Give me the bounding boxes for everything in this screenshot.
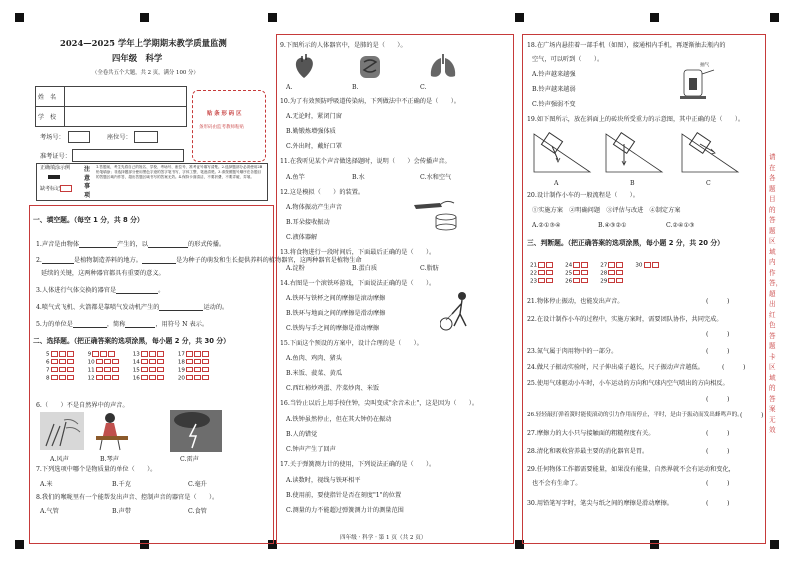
q17-option-c: C.测量的力不能超过弹簧测力计的测量范围 (286, 507, 404, 514)
q29-paren: ( ) (706, 480, 730, 487)
q7: 7.下列选项中哪个是物质量的单位（ ）。 (36, 466, 157, 473)
bubble-row[interactable]: 6 (46, 359, 74, 367)
q19-option-a: A (554, 180, 559, 187)
name-field[interactable] (65, 87, 187, 107)
bubble-row[interactable]: 25 (565, 270, 588, 278)
exam-note: （全卷共五个大题，共 2 页，满分 100 分） (92, 70, 199, 76)
bubble-row[interactable]: 15 (133, 367, 164, 375)
side-warning: 请在各题目的答题区域内作答，超出红色答题卡区域的答案无效 (769, 153, 783, 434)
wind-picture (40, 412, 84, 450)
slope-option-b (604, 128, 664, 174)
notes-label: 注意事项 (84, 166, 91, 199)
thunder-picture (170, 410, 222, 452)
q15-option-b: B.米饭、菠菜、黄瓜 (286, 370, 343, 377)
bubble-row[interactable]: 18 (178, 359, 209, 367)
bubble-row[interactable]: 26 (565, 278, 588, 286)
exam-title: 2024—2025 学年上学期期末教学质量监测 (60, 38, 227, 48)
q8-option-b: B.声带 (112, 508, 131, 515)
timing-mark (268, 13, 277, 22)
q14: 14.右图是一个滚铁环游戏，下面说法正确的是（ ）。 (280, 280, 436, 287)
q19-option-b: B (630, 180, 635, 187)
answer-grid-tf (530, 262, 730, 286)
bubble-row[interactable]: 29 (600, 278, 623, 286)
q21-paren: ( ) (706, 298, 730, 305)
bubble-row[interactable]: 5 (46, 351, 74, 359)
bubble-row[interactable]: 11 (88, 367, 119, 375)
q16-option-a: A.铁钟虽然停止，但在其大钟仍在振动 (286, 416, 392, 423)
timing-mark (140, 13, 149, 22)
q27-paren: ( ) (706, 430, 730, 437)
bubble-row[interactable]: 13 (133, 351, 164, 359)
q18-cont: 空气，可以听到（ ）。 (532, 56, 604, 63)
q18-option-a: A.铃声越来越强 (532, 71, 576, 78)
timing-mark (770, 540, 779, 549)
exam-no-field[interactable] (72, 149, 184, 162)
q23: 23.氮气属于肉用物中的一部分。 (527, 348, 618, 355)
q18: 18.在广场内悬挂着一部手机（如图），接通相内手机，再逐渐抽去瓶内的 (527, 42, 726, 49)
timing-mark (650, 13, 659, 22)
qin-player-picture (92, 410, 132, 452)
bubble-row[interactable]: 21 (530, 262, 553, 270)
bubble-row[interactable]: 10 (88, 359, 119, 367)
grid-col (530, 262, 553, 286)
bubble-row[interactable]: 20 (178, 375, 209, 383)
q13: 13.将食物进行一段时间后，下面最后正确的是（ ）。 (280, 249, 436, 256)
q15: 15.下面这个预设的方案中，设计合理的是（ ）。 (280, 340, 423, 347)
absent-label: 缺考标记 (40, 186, 61, 192)
q17: 17.关于弹簧测力计的使用，下列说法正确的是（ ）。 (280, 461, 436, 468)
q10: 10.为了有效预防呼吸道传染病，下列做法中不正确的是（ ）。 (280, 98, 460, 105)
q7-option-b: B.千克 (112, 481, 131, 488)
q30-paren: ( ) (706, 500, 730, 507)
bubble-row[interactable]: 19 (178, 367, 209, 375)
timing-mark (515, 13, 524, 22)
pump-label: 抽气 (700, 63, 710, 68)
q28: 28.清化和吸收营养最主要的消化器官是胃。 (527, 448, 649, 455)
grid-col (133, 351, 164, 382)
q2: 2. 是植物制造养料的地方。 是为种子的萌发和生长提供养料的植物器官，这两种器官是植物生命 (36, 257, 362, 264)
hoop-rolling-picture (440, 290, 480, 332)
grid-col (46, 351, 74, 382)
bubble-row[interactable]: 24 (565, 262, 588, 270)
bubble-row[interactable]: 14 (133, 359, 164, 367)
bubble-row[interactable]: 22 (530, 270, 553, 278)
bubble-row[interactable]: 9 (88, 351, 119, 359)
q2-cont: 延续的关键，这两种器官都具有重要的意义。 (41, 270, 165, 277)
q7-option-c: C.毫升 (188, 481, 207, 488)
q12-option-a: A.物体振动产生声音 (286, 204, 342, 211)
q17-option-a: A.读数时，视线与铁环相平 (286, 477, 361, 484)
q19-option-c: C (706, 180, 711, 187)
exam-room-label: 考场号： (40, 134, 65, 141)
q20-option-a: A.②①③④ (532, 222, 561, 229)
q12: 12.这是模拟（ ）的装置。 (280, 189, 365, 196)
q30: 30.用铅笔写字时，笔尖与纸之间的摩擦是滑动摩擦。 (527, 500, 673, 507)
q18-option-c: C.铃声强弱不变 (532, 101, 576, 108)
q17-option-b: B.使用前，要使指针是否在刻度"1"的位置 (286, 492, 402, 499)
seat-field[interactable] (134, 131, 158, 143)
q14-option-b: B.铁环与地面之间的摩擦是滑动摩擦 (286, 310, 386, 317)
exam-no-label: 准考证号： (40, 153, 71, 160)
notes-text: 1.答题前，考生先将自己的姓名、学校、考场号、座位号、准考证号填写清楚。2.选择题部分必须使用2B铅笔填涂；非选择题部分使用黑色字迹的签字笔书写，字体工整、笔迹清楚。3.请按照题号顺序在各题目的答题区域内作答，超出答题区域书写的答案无效。4.保持卡面清洁，不要折叠，不要弄破、弄皱。 (96, 165, 263, 179)
barcode-note: 条形码由监考教师粘贴 (199, 125, 244, 130)
q13-option-a: A.淀粉 (286, 265, 305, 272)
q10-option-a: A.无论时，紧闭门窗 (286, 113, 342, 120)
q11-option-b: B.水 (352, 174, 365, 181)
q24: 24.做尺子振动实验时，尺子伸出桌子越长，尺子振动声音越低。 (527, 364, 704, 371)
q28-paren: ( ) (706, 448, 730, 455)
q15-option-a: A.鱼肉、鸡肉、猪头 (286, 355, 342, 362)
q9: 9.下图所示的人体器官中，是肺的是（ ）。 (280, 42, 407, 49)
intestine-picture (358, 54, 382, 80)
exam-room-field[interactable] (68, 131, 90, 143)
fill-sample-mark (48, 175, 60, 179)
drum-vibration-picture (410, 195, 460, 231)
timing-mark (15, 13, 24, 22)
q22: 22.在设计制作小车的过程中，实施方案时，需要团队协作，共同完成。 (527, 316, 723, 323)
q6-option-b: B.琴声 (100, 456, 119, 463)
seat-label: 座位号： (107, 134, 132, 141)
page-footer: 四年级 · 科学 · 第 1 页（共 2 页） (340, 535, 427, 541)
timing-mark (770, 13, 779, 22)
exam-subject: 四年级 科学 (112, 53, 163, 63)
q26: 26.轻轻敲打弹着簧时能使滚动的引力作用而停止，平时，是由于振动而发出蜂鸣声的。 (527, 412, 743, 418)
q27: 27.摩擦力的大小只与接触面的粗糙程度有关。 (527, 430, 655, 437)
slope-option-c (680, 128, 740, 174)
q6-option-c: C.雷声 (180, 456, 199, 463)
q24-paren: ( ) (722, 364, 746, 371)
absent-mark-box[interactable] (60, 185, 72, 192)
q5: 5.力的单位是 ，简称 ，用符号 N 表示。 (36, 321, 209, 328)
heart-picture (292, 54, 316, 80)
q29: 29.任何物体工作都需要能量，如果没有能量，自然界就不会有运动和变化， (527, 466, 735, 473)
grid-col (635, 262, 658, 286)
q13-option-c: C.脂肪 (420, 265, 439, 272)
student-info-table (35, 86, 187, 127)
bubble-row[interactable]: 23 (530, 278, 553, 286)
grid-col (565, 262, 588, 286)
bubble-row[interactable]: 7 (46, 367, 74, 375)
section1-heading: 一、填空题。（每空 1 分，共 8 分） (33, 216, 144, 224)
q20: 20.设计制作小车的一般流程是（ ）。 (527, 192, 639, 199)
bubble-row[interactable]: 28 (600, 270, 623, 278)
grid-col (88, 351, 119, 382)
q29-cont: 也不会有生命了。 (532, 480, 582, 487)
q14-option-a: A.铁环与铁杯之间的摩擦是滚动摩擦 (286, 295, 386, 302)
q14-option-c: C.铁钩与手之间的摩擦是滑动摩擦 (286, 325, 380, 332)
q8-option-c: C.食管 (188, 508, 207, 515)
q25: 25.使用气球驱动小车时，小车运动的方向和气球内空气喷出的方向相反。 (527, 380, 729, 387)
q10-option-b: B.勤锻炼增强体质 (286, 128, 336, 135)
school-field[interactable] (65, 107, 187, 127)
q9-option-b: B. (352, 84, 359, 91)
q25-paren: ( ) (706, 396, 730, 403)
q12-option-b: B.耳朵接收振动 (286, 219, 330, 226)
bubble-row[interactable]: 27 (600, 262, 623, 270)
bubble-row[interactable]: 12 (88, 375, 119, 383)
q8: 8.我们的喉咙里有一个能帮发出声音、控制声音的器官是（ ）。 (36, 494, 219, 501)
q20-option-b: B.④③②① (598, 222, 627, 229)
slope-option-a (532, 128, 592, 174)
bubble-row[interactable]: 30 (635, 262, 658, 270)
q10-option-c: C.外出时，戴好口罩 (286, 143, 342, 150)
q21: 21.物体停止振动，也能发出声音。 (527, 298, 624, 305)
section3-heading: 三、判断题。（把正确答案的选项涂黑，每小题 2 分，共 20 分） (527, 239, 724, 247)
q4: 4.喷气式飞机、火箭都是靠喷气发动机产生的 运动的。 (36, 304, 229, 311)
q7-option-a: A.米 (40, 481, 53, 488)
q9-option-a: A. (286, 84, 293, 91)
q15-option-c: C.西红柿炒鸡蛋、芹菜炒肉、米饭 (286, 385, 380, 392)
q6: 6.（ ）不是自然界中的声音。 (36, 402, 129, 409)
q18-option-b: B.铃声越来越弱 (532, 86, 576, 93)
q11-option-c: C.水和空气 (420, 174, 452, 181)
q8-option-a: A.气管 (40, 508, 59, 515)
q19: 19.如下图所示，放在斜面上的砖块所受重力的示意图，其中正确的是（ ）。 (527, 116, 745, 123)
fill-sample-label: 正确填涂示例 (40, 165, 71, 171)
q1: 1.声音是由物体 产生的，以 的形式传播。 (36, 241, 226, 248)
q20-steps: ①实施方案 ②明确问题 ③评估与改进 ④制定方案 (532, 207, 681, 214)
grid-col (600, 262, 623, 286)
bell-jar-picture (678, 60, 718, 102)
name-label: 姓 名 (36, 87, 65, 107)
q23-paren: ( ) (706, 348, 730, 355)
school-label: 学 校 (36, 107, 65, 127)
bubble-row[interactable]: 17 (178, 351, 209, 359)
q6-option-a: A.风声 (50, 456, 69, 463)
q9-option-c: C. (420, 84, 427, 91)
bubble-row[interactable]: 16 (133, 375, 164, 383)
bubble-row[interactable]: 8 (46, 375, 74, 383)
barcode-label: 贴 条 形 码 区 (207, 111, 242, 117)
q11-option-a: A.鱼竿 (286, 174, 305, 181)
q16-option-b: B.人的错觉 (286, 431, 318, 438)
timing-mark (15, 540, 24, 549)
grid-col (178, 351, 209, 382)
lungs-picture (428, 54, 458, 80)
q16-option-c: C.钟声产生了回声 (286, 446, 336, 453)
q16: 16.当铃止以后上用手按住钟，尖叫变成"余音未止"，这是因为（ ）。 (280, 400, 479, 407)
q12-option-c: C.液体器解 (286, 234, 318, 241)
answer-grid-choice (46, 351, 246, 382)
section2-heading: 二、选择题。（把正确答案的选项涂黑，每小题 2 分，共 30 分） (33, 337, 230, 345)
q26-paren: ( ) (740, 412, 764, 419)
q11: 11.在我听见某个声音做选择题时，说明（ ）会传播声音。 (280, 158, 451, 165)
q22-paren: ( ) (706, 331, 730, 338)
q3: 3.人体进行气体交换的器官是 。 (36, 287, 165, 294)
q13-option-b: B.蛋白质 (352, 265, 378, 272)
q20-option-c: C.②④①③ (666, 222, 695, 229)
